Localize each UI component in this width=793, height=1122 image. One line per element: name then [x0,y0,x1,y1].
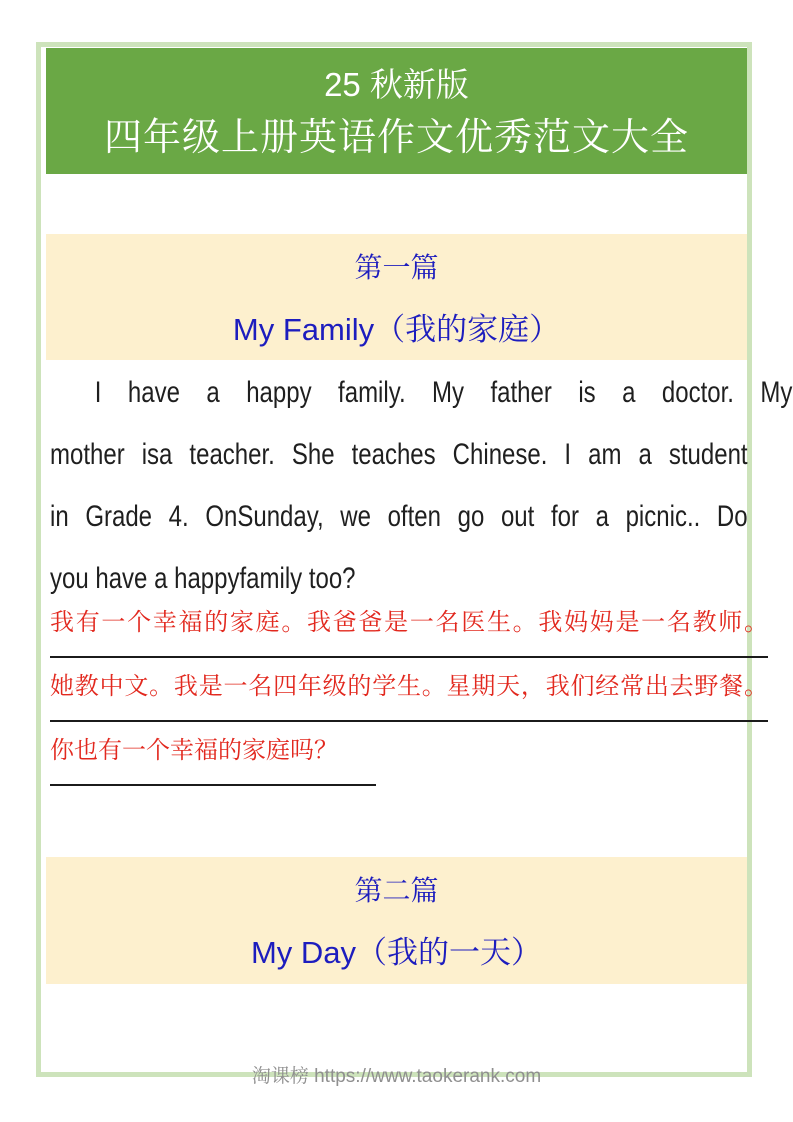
chinese-line: 我有一个幸福的家庭。我爸爸是一名医生。我妈妈是一名教师。 [50,594,768,658]
english-line: mother isa teacher. She teaches Chinese. I am a student [50,438,748,471]
chinese-line-text: 你也有一个幸福的家庭吗？ [50,722,376,786]
english-line: in Grade 4. OnSunday, we often go out for a picnic.. Do [50,500,748,533]
header-title-line: 四年级上册英语作文优秀范文大全 [103,117,689,159]
section2-banner [46,857,747,984]
section1-title: My Family（我的家庭） [232,312,561,347]
page-footer [0,1061,793,1088]
chinese-translation [50,594,768,784]
section1-number: 第一篇 [354,252,439,283]
section1-banner [46,234,747,360]
chinese-line: 她教中文。我是一名四年级的学生。星期天，我们经常出去野餐。 [50,658,768,722]
chinese-line [50,722,768,784]
footer-watermark: 淘课榜 https://www.taokerank.com [251,1066,542,1087]
section2-number: 第二篇 [354,875,439,906]
english-line: I have a happy family. My father is a doctor. My [94,376,793,409]
english-paragraph [50,362,793,610]
english-line: you have a happyfamily too? [50,562,356,595]
header-edition-line: 25 秋新版 [324,66,469,103]
document-header [46,48,747,174]
section2-title: My Day（我的一天） [250,935,543,970]
